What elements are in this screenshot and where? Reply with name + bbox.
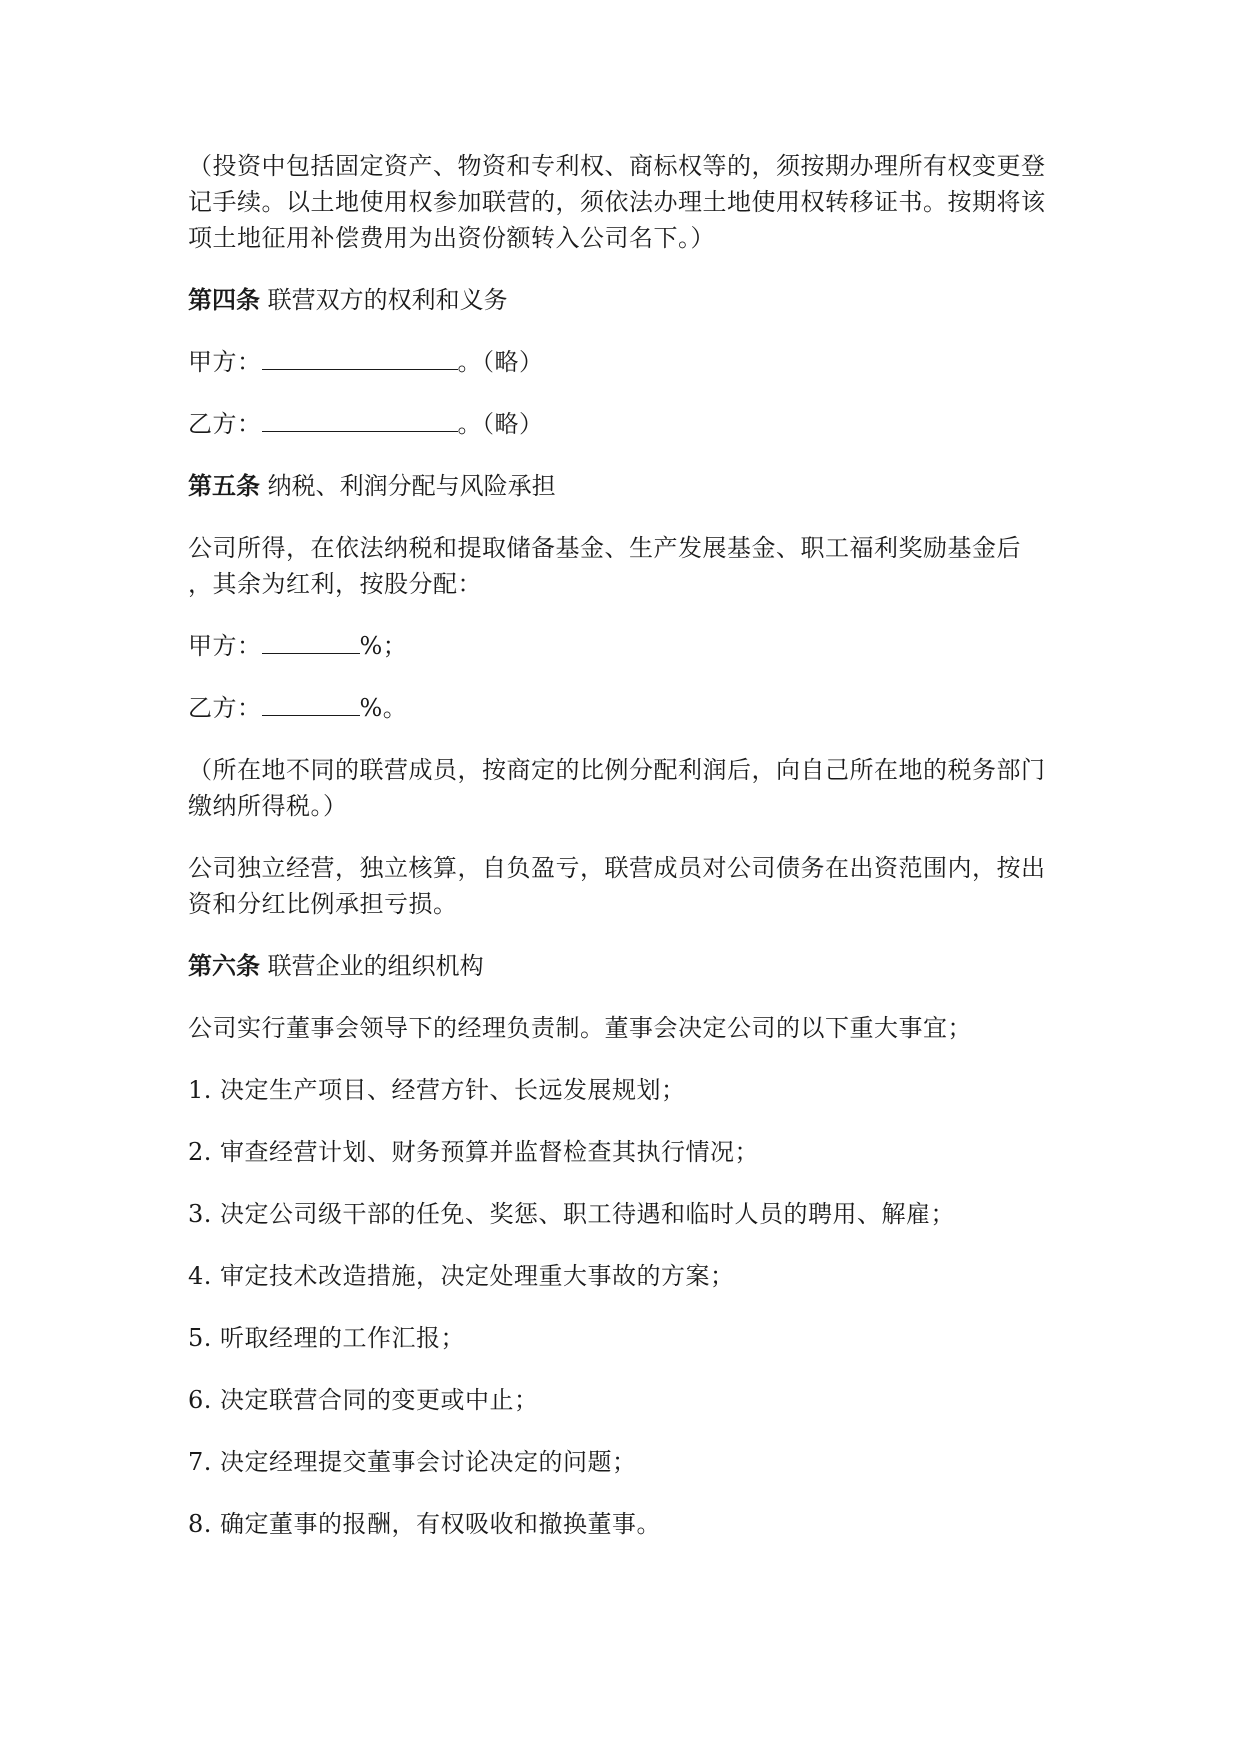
spacer	[188, 824, 1068, 850]
spacer	[188, 256, 1068, 282]
list-item: 8. 确定董事的报酬，有权吸收和撤换董事。	[188, 1510, 662, 1538]
party-b-percent: %。	[359, 694, 408, 722]
spacer	[188, 1108, 1068, 1134]
spacer	[188, 1418, 1068, 1444]
article5-number: 第五条	[188, 472, 260, 500]
investment-note-paragraph: （投资中包括固定资产、物资和专利权、商标权等的，须按期办理所有权变更登记手续。以土地使用权参加联营的，须依法办理土地使用权转移证书。按期将该项土地征用补偿费用为出资份额转入公司名下。）	[188, 152, 1046, 252]
spacer	[188, 380, 1068, 406]
party-a-suffix: 。（略）	[457, 348, 544, 376]
spacer	[188, 1356, 1068, 1382]
spacer	[188, 442, 1068, 468]
party-a-percent: %；	[359, 632, 408, 660]
party-b-label: 乙方：	[188, 410, 262, 438]
spacer	[188, 1294, 1068, 1320]
list-item: 3. 决定公司级干部的任免、奖惩、职工待遇和临时人员的聘用、解雇；	[188, 1200, 956, 1228]
article4-heading	[188, 282, 1068, 318]
spacer	[188, 1232, 1068, 1258]
list-item: 2. 审查经营计划、财务预算并监督检查其执行情况；	[188, 1138, 760, 1166]
article4-title: 联营双方的权利和义务	[267, 286, 508, 314]
article4-party-a-line	[188, 344, 1068, 380]
party-b-label: 乙方：	[188, 694, 262, 722]
article4-party-b-line	[188, 406, 1068, 442]
article6-number: 第六条	[188, 952, 260, 980]
blank-fill-line[interactable]	[262, 347, 458, 370]
article5-intro-line1: 公司所得，在依法纳税和提取储备基金、生产发展基金、职工福利奖励基金后	[188, 534, 1021, 562]
list-item: 4. 审定技术改造措施，决定处理重大事故的方案；	[188, 1262, 735, 1290]
article5-party-b-line	[188, 690, 1068, 726]
spacer	[188, 1480, 1068, 1506]
independence-paragraph: 公司独立经营，独立核算，自负盈亏，联营成员对公司债务在出资范围内，按出资和分红比例承担亏损。	[188, 854, 1046, 918]
article5-heading	[188, 468, 1068, 504]
document-page	[188, 148, 1068, 1542]
spacer	[188, 504, 1068, 530]
article4-number: 第四条	[188, 286, 260, 314]
article6-intro: 公司实行董事会领导下的经理负责制。董事会决定公司的以下重大事宜；	[188, 1014, 972, 1042]
spacer	[188, 984, 1068, 1010]
list-item: 7. 决定经理提交董事会讨论决定的问题；	[188, 1448, 637, 1476]
blank-fill-line[interactable]	[262, 631, 360, 654]
spacer	[188, 318, 1068, 344]
list-item: 1. 决定生产项目、经营方针、长远发展规划；	[188, 1076, 686, 1104]
party-a-label: 甲方：	[188, 632, 262, 660]
article6-title: 联营企业的组织机构	[267, 952, 484, 980]
spacer	[188, 922, 1068, 948]
spacer	[188, 726, 1068, 752]
article5-title: 纳税、利润分配与风险承担	[267, 472, 556, 500]
blank-fill-line[interactable]	[262, 409, 458, 432]
party-a-label: 甲方：	[188, 348, 262, 376]
blank-fill-line[interactable]	[262, 693, 360, 716]
article5-intro-line2: ，其余为红利，按股分配：	[188, 570, 482, 598]
tax-note-paragraph: （所在地不同的联营成员，按商定的比例分配利润后，向自己所在地的税务部门缴纳所得税。）	[188, 756, 1046, 820]
article5-party-a-line	[188, 628, 1068, 664]
spacer	[188, 1046, 1068, 1072]
list-item: 6. 决定联营合同的变更或中止；	[188, 1386, 539, 1414]
party-b-suffix: 。（略）	[457, 410, 544, 438]
spacer	[188, 1170, 1068, 1196]
spacer	[188, 664, 1068, 690]
spacer	[188, 602, 1068, 628]
list-item: 5. 听取经理的工作汇报；	[188, 1324, 466, 1352]
article6-heading	[188, 948, 1068, 984]
